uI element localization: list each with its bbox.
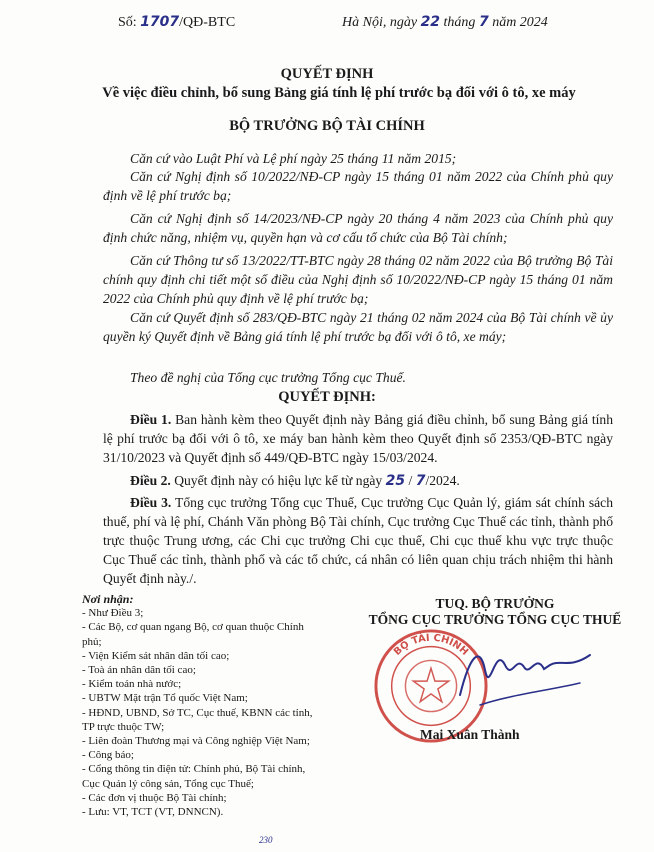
handwritten-copy-count: 230 — [259, 835, 273, 845]
recipient-item: - Kiểm toán nhà nước; — [82, 678, 182, 691]
signer-position: TỔNG CỤC TRƯỞNG TỔNG CỤC THUẾ — [368, 612, 622, 627]
signer-name: Mai Xuân Thành — [420, 727, 520, 742]
article-1-label: Điều 1. — [130, 412, 172, 427]
preamble-5: Căn cứ Quyết định số 283/QĐ-BTC ngày 21 tháng 02 năm 2024 của Bộ Tài chính về ủy quyền ký Quyết định về Bảng giá tính lệ phí trước bạ đối với ô tô, xe máy; — [103, 310, 613, 344]
recipient-item: - UBTW Mặt trận Tổ quốc Việt Nam; — [82, 692, 248, 705]
preamble-6: Theo đề nghị của Tổng cục trưởng Tổng cục Thuế. — [130, 370, 406, 385]
recipient-item: - Liên đoàn Thương mại và Công nghiệp Việt Nam; — [82, 735, 310, 748]
place-and-date — [342, 14, 548, 31]
article-2-month-handwritten: 7 — [415, 473, 426, 489]
handwritten-signature — [450, 625, 600, 725]
recipient-item: - Các đơn vị thuộc Bộ Tài chính; — [82, 791, 227, 804]
place-date-prefix: Hà Nội, ngày — [342, 15, 418, 30]
article-3-label: Điều 3. — [130, 495, 172, 510]
number-suffix: /QĐ-BTC — [179, 15, 236, 30]
article-2-label: Điều 2. — [130, 473, 171, 488]
signing-authority: TUQ. BỘ TRƯỞNG — [435, 596, 555, 611]
recipient-item: - HĐND, UBND, Sở TC, Cục thuế, KBNN các tỉnh, TP trực thuộc TW; — [82, 706, 313, 733]
article-3 — [103, 493, 613, 588]
document-number — [118, 14, 235, 31]
month-handwritten: 7 — [478, 14, 489, 30]
decides-heading: QUYẾT ĐỊNH: — [278, 389, 376, 405]
number-value-handwritten: 1707 — [140, 14, 180, 30]
recipient-item: - Các Bộ, cơ quan ngang Bộ, cơ quan thuộc Chính phủ; — [82, 621, 304, 648]
article-1-text: Ban hành kèm theo Quyết định này Bảng giá điều chỉnh, bổ sung Bảng giá tính lệ phí trước bạ đối với ô tô, xe máy ban hành kèm theo Quyết định số 2353/QĐ-BTC ngày 31/10/2023 và Quyết định số 449/QĐ-BTC ngày 15/03/2024. — [103, 412, 613, 465]
recipient-item: - Lưu: VT, TCT (VT, DNNCN). — [82, 806, 224, 819]
article-3-text: Tổng cục trưởng Tổng cục Thuế, Cục trưởng Cục Quản lý, giám sát chính sách thuế, phí và lệ phí, Chánh Văn phòng Bộ Tài chính, Cục trưởng Cục Thuế các tỉnh, thành phố trực thuộc Trung ương, các Chi cục trưởng Chi cục thuế, Chi cục thuế khu vực trực thuộc Cục Thuế các tỉnh, thành phố và các tổ chức, cá nhân có liên quan chịu trách nhiệm thi hành Quyết định này./. — [103, 495, 614, 586]
preamble-3: Căn cứ Nghị định số 14/2023/NĐ-CP ngày 20 tháng 4 năm 2023 của Chính phủ quy định chức năng, nhiệm vụ, quyền hạn và cơ cấu tổ chức của Bộ Tài chính; — [103, 211, 613, 245]
decision-subject: Về việc điều chỉnh, bổ sung Bảng giá tính lệ phí trước bạ đối với ô tô, xe máy — [102, 85, 576, 101]
recipient-item: - Toà án nhân dân tối cao; — [82, 664, 196, 677]
article-2: Điều 2. Quyết định này có hiệu lực kể từ ngày 25 / 7/2024. — [130, 473, 460, 489]
preamble-4: Căn cứ Thông tư số 13/2022/TT-BTC ngày 28 tháng 02 năm 2022 của Bộ trưởng Bộ Tài chính quy định chi tiết một số điều của Nghị định số 10/2022/NĐ-CP ngày 15 tháng 01 năm 2022 của Chính phủ quy định về lệ phí trước bạ; — [103, 253, 613, 306]
recipient-item: - Viện Kiểm sát nhân dân tối cao; — [82, 649, 230, 662]
recipients-heading: Nơi nhận: — [82, 592, 134, 606]
article-2-day-handwritten: 25 — [385, 473, 406, 489]
article-1 — [103, 410, 613, 467]
month-label: tháng — [443, 15, 476, 30]
recipient-item: - Công báo; — [82, 749, 134, 762]
year-label: năm 2024 — [492, 15, 548, 30]
preamble-1: Căn cứ vào Luật Phí và Lệ phí ngày 25 tháng 11 năm 2015; — [130, 151, 457, 166]
article-2-text: Quyết định này có hiệu lực kể từ ngày — [174, 473, 383, 488]
day-handwritten: 22 — [420, 14, 441, 30]
decision-type: QUYẾT ĐỊNH — [280, 66, 374, 82]
article-2-year: /2024. — [425, 473, 460, 488]
issuer-title: BỘ TRƯỞNG BỘ TÀI CHÍNH — [229, 118, 425, 134]
number-prefix: Số: — [118, 15, 137, 30]
recipient-item: - Cổng thông tin điện tử: Chính phủ, Bộ Tài chính, Cục Quản lý công sản, Tổng cục Thuế; — [82, 763, 306, 790]
recipient-item: - Như Điều 3; — [82, 607, 144, 620]
preamble-2: Căn cứ Nghị định số 10/2022/NĐ-CP ngày 15 tháng 01 năm 2022 của Chính phủ quy định về lệ phí trước bạ; — [103, 169, 613, 203]
recipients-block — [82, 592, 322, 819]
seal-text: BỘ TÀI CHÍNH — [391, 632, 471, 658]
